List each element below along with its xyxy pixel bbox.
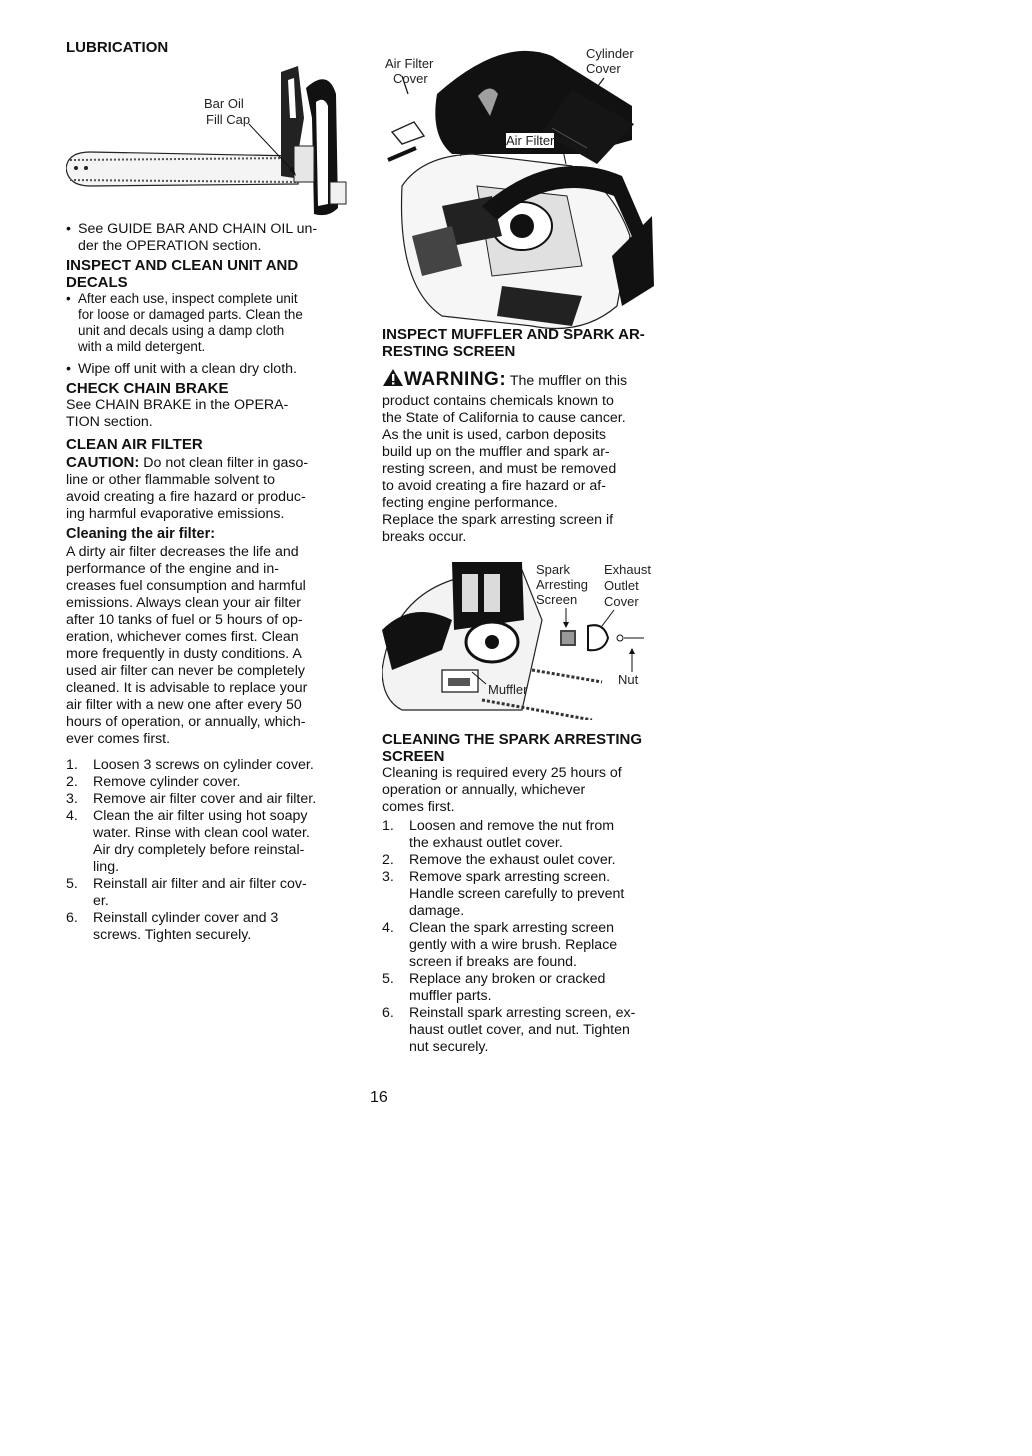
inspect-line: for loose or damaged parts. Clean the (78, 307, 303, 322)
air-filter-heading: CLEAN AIR FILTER (66, 436, 203, 453)
spark-intro-line: Cleaning is required every 25 hours of (382, 765, 622, 781)
warning-line: to avoid creating a fire hazard or af- (382, 478, 606, 494)
cylinder-cover-label: Cover (586, 61, 621, 76)
cleaning-line: ever comes first. (66, 731, 171, 747)
air-filter-cover-label: Cover (393, 71, 428, 86)
cleaning-line: emissions. Always clean your air filter (66, 595, 301, 611)
muffler-heading (382, 326, 645, 360)
spark-heading (382, 731, 642, 765)
list-item: 6. Reinstall spark arresting screen, ex- haust outlet cover, and nut. Tighten nut securely. (382, 1005, 636, 1055)
warning-line: As the unit is used, carbon deposits (382, 427, 606, 443)
cleaning-line: used air filter can never be completely (66, 663, 305, 679)
list-item: 2. Remove the exhaust oulet cover. (382, 852, 616, 868)
chainsaw-bar-illustration (66, 58, 356, 218)
exhaust-label: Cover (604, 594, 639, 609)
fill-cap-label: Fill Cap (206, 112, 251, 127)
lube-note-line: • See GUIDE BAR AND CHAIN OIL un- (66, 221, 362, 238)
chain-brake-line: TION section. (66, 414, 153, 430)
air-filter-figure (382, 36, 682, 341)
cleaning-line: cleaned. It is advisable to replace your (66, 680, 308, 696)
warning-block (382, 368, 682, 546)
warning-line: product contains chemicals known to (382, 393, 614, 409)
lubrication-note (66, 221, 362, 255)
muffler-figure (382, 560, 682, 720)
caution-line: line or other flammable solvent to (66, 472, 275, 488)
page-number: 16 (370, 1089, 388, 1106)
lubrication-heading: LUBRICATION (66, 39, 169, 56)
inspect-bullet-1 (66, 291, 362, 355)
list-item: 5. Reinstall air filter and air filter cov- er. (66, 876, 307, 909)
inspect-heading-line: DECALS (66, 274, 128, 291)
nut-label: Nut (618, 672, 639, 687)
exhaust-label: Outlet (604, 578, 639, 593)
spark-label: Screen (536, 592, 578, 607)
exhaust-label: Exhaust (604, 562, 651, 577)
warning-line: fecting engine performance. (382, 495, 558, 511)
warning-triangle-icon (382, 368, 404, 393)
warning-line: breaks occur. (382, 529, 467, 545)
spark-heading-line: CLEANING THE SPARK ARRESTING (382, 731, 643, 748)
warning-line: build up on the muffler and spark ar- (382, 444, 610, 460)
inspect-heading-line: INSPECT AND CLEAN UNIT AND (66, 257, 299, 274)
caution-block (66, 454, 362, 523)
cleaning-line: eration, whichever comes first. Clean (66, 629, 299, 645)
caution-line: avoid creating a fire hazard or produc- (66, 489, 306, 505)
cleaning-line: more frequently in dusty conditions. A (66, 646, 302, 662)
cylinder-cover-label: Cylinder (586, 46, 634, 61)
spark-intro-line: comes first. (382, 799, 455, 815)
warning-line: Replace the spark arresting screen if (382, 512, 614, 528)
list-item: 6. Reinstall cylinder cover and 3 screws. Tighten securely. (66, 910, 279, 943)
inspect-line: • After each use, inspect complete unit (66, 291, 362, 307)
warning-label: WARNING: (404, 369, 507, 390)
spark-intro (382, 765, 682, 816)
list-item: 1. Loosen 3 screws on cylinder cover. (66, 757, 314, 773)
list-item: 4. Clean the spark arresting screen gently with a wire brush. Replace screen if breaks are found. (382, 920, 618, 970)
warning-line: The muffler on this (506, 373, 628, 389)
air-filter-steps (66, 757, 366, 944)
inspect-line: unit and decals using a damp cloth (78, 323, 285, 338)
cleaning-line: creases fuel consumption and harmful (66, 578, 306, 594)
cleaning-line: hours of operation, or annually, which- (66, 714, 306, 730)
spark-intro-line: operation or annually, whichever (382, 782, 586, 798)
spark-screen-steps (382, 818, 682, 1056)
list-item: 3. Remove spark arresting screen. Handle screen carefully to prevent damage. (382, 869, 625, 919)
inspect-heading (66, 257, 298, 291)
air-filter-cover-label: Air Filter (385, 56, 434, 71)
cleaning-line: performance of the engine and in- (66, 561, 279, 577)
list-item: 3. Remove air filter cover and air filter. (66, 791, 317, 807)
inspect-bullet-2: • Wipe off unit with a clean dry cloth. (66, 361, 297, 378)
inspect-line: with a mild detergent. (78, 339, 206, 354)
list-item: 1. Loosen and remove the nut from the exhaust outlet cover. (382, 818, 615, 851)
muffler-label: Muffler (488, 682, 528, 697)
warning-line: the State of California to cause cancer. (382, 410, 626, 426)
cleaning-line: after 10 tanks of fuel or 5 hours of op- (66, 612, 303, 628)
cleaning-line: A dirty air filter decreases the life and (66, 544, 299, 560)
chain-brake-text (66, 397, 288, 431)
list-item: 4. Clean the air filter using hot soapy water. Rinse with clean cool water. Air dry completely before reinstal- ling. (66, 808, 310, 875)
caution-line: ing harmful evaporative emissions. (66, 506, 285, 522)
caution-label: CAUTION: (66, 454, 140, 471)
list-item: 2. Remove cylinder cover. (66, 774, 241, 790)
cleaning-paragraph (66, 544, 366, 748)
spark-label: Arresting (536, 577, 589, 592)
lubrication-figure (66, 58, 356, 218)
chain-brake-line: See CHAIN BRAKE in the OPERA- (66, 397, 289, 413)
warning-line: resting screen, and must be removed (382, 461, 617, 477)
spark-heading-line: SCREEN (382, 748, 445, 765)
cleaning-line: air filter with a new one after every 50 (66, 697, 302, 713)
caution-line: Do not clean filter in gaso- (139, 455, 309, 471)
lube-note-line: der the OPERATION section. (78, 238, 262, 254)
chain-brake-heading: CHECK CHAIN BRAKE (66, 380, 229, 397)
bar-oil-label: Bar Oil (204, 96, 244, 111)
muffler-heading-line: RESTING SCREEN (382, 343, 516, 360)
spark-label: Spark (536, 562, 570, 577)
muffler-heading-line: INSPECT MUFFLER AND SPARK AR- (382, 326, 645, 343)
air-filter-label: Air Filter (506, 133, 555, 148)
cleaning-subheading: Cleaning the air filter: (66, 526, 216, 542)
list-item: 5. Replace any broken or cracked muffler parts. (382, 971, 606, 1004)
